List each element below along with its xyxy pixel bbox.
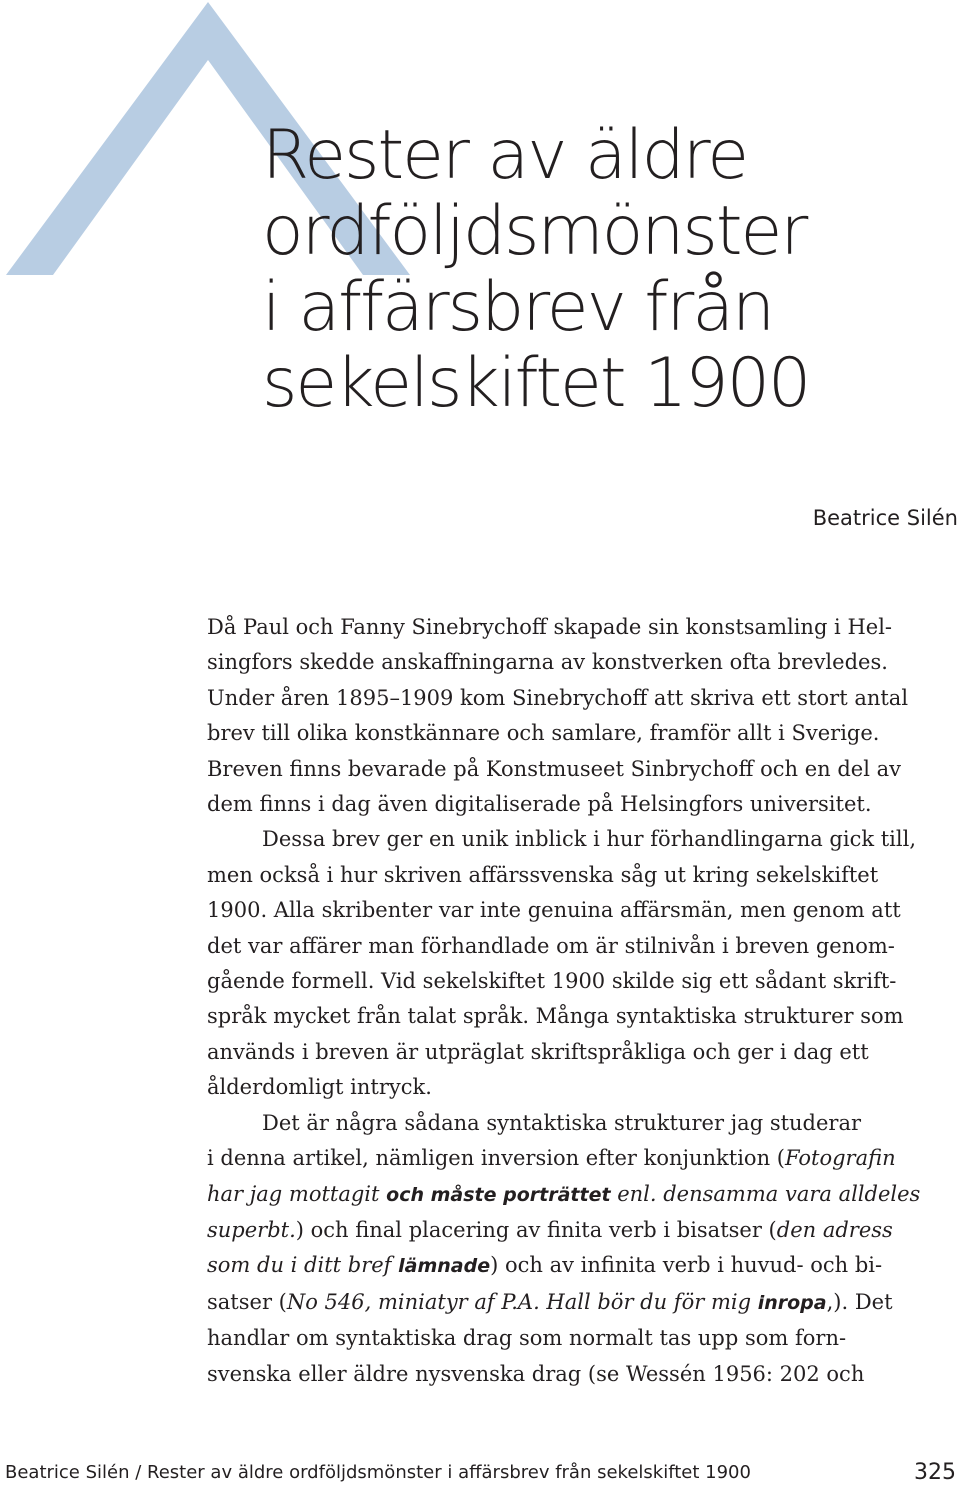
body-line: ålderdomligt intryck. [207, 1075, 432, 1100]
body-line: handlar om syntaktiska drag som normalt tas upp som forn- [207, 1326, 847, 1351]
body-line: 1900. Alla skribenter var inte genuina affärsmän, men genom att [207, 898, 901, 923]
example-italic: har jag mottagit [207, 1181, 387, 1206]
body-line: Under åren 1895–1909 kom Sinebrychoff att skriva ett stort antal [207, 685, 909, 710]
text-run: i denna artikel, nämligen inversion efter konjunktion ( [207, 1146, 785, 1171]
title-line-4: sekelskiftet 1900 [262, 344, 810, 423]
body-line: singfors skedde anskaffningarna av konstverken ofta brevledes. [207, 650, 888, 675]
body-line: Breven finns bevarade på Konstmuseet Sinbrychoff och en del av [207, 756, 901, 781]
example-emphasis: och måste porträttet [386, 1183, 611, 1206]
body-line: dem finns i dag även digitaliserade på Helsingfors universitet. [207, 792, 872, 817]
body-line: språk mycket från talat språk. Många syntaktiska strukturer som [207, 1004, 904, 1029]
body-line: Det är några sådana syntaktiska strukturer jag studerar [262, 1110, 862, 1135]
body-line [207, 1213, 957, 1248]
body-line: svenska eller äldre nysvenska drag (se Wessén 1956: 202 och [207, 1361, 865, 1386]
example-italic: enl. densamma vara alldeles [610, 1181, 921, 1206]
text-run: satser ( [207, 1289, 287, 1314]
example-emphasis: inropa [757, 1291, 827, 1314]
body-line: det var affärer man förhandlade om är stilnivån i breven genom- [207, 933, 895, 958]
title-line-1: Rester av äldre [262, 116, 748, 195]
title-line-3: i affärsbrev från [262, 268, 774, 347]
body-line: brev till olika konstkännare och samlare, framför allt i Sverige. [207, 721, 880, 746]
page-title [262, 118, 952, 422]
body-line [207, 1177, 957, 1213]
example-italic: superbt. [207, 1217, 296, 1242]
body-line: gående formell. Vid sekelskiftet 1900 skilde sig ett sådant skrift- [207, 969, 897, 994]
body-line [207, 1285, 957, 1321]
body-line [207, 1141, 957, 1176]
example-italic: Fotografin [784, 1146, 896, 1171]
body-line: Dessa brev ger en unik inblick i hur förhandlingarna gick till, [262, 827, 917, 852]
article-body [207, 610, 957, 1392]
text-run: ) och final placering av finita verb i bisatser ( [295, 1217, 777, 1242]
example-emphasis: lämnade [398, 1255, 491, 1278]
text-run: ) och av infinita verb i huvud- och bi- [490, 1253, 883, 1278]
body-line: men också i hur skriven affärssvenska såg ut kring sekelskiftet [207, 862, 879, 887]
author-name: Beatrice Silén [812, 506, 958, 530]
example-italic: No 546, miniatyr af P.A. Hall bör du för mig [286, 1289, 758, 1314]
page-number: 325 [914, 1460, 956, 1485]
example-italic: som du i ditt bref [207, 1253, 399, 1278]
body-line: Då Paul och Fanny Sinebrychoff skapade sin konstsamling i Hel- [207, 615, 893, 639]
title-line-2: ordföljdsmönster [262, 192, 807, 271]
running-footer: Beatrice Silén / Rester av äldre ordföljdsmönster i affärsbrev från sekelskiftet 1900 [5, 1462, 751, 1483]
text-run: ,). Det [826, 1289, 893, 1314]
body-line [207, 1248, 957, 1284]
body-line: används i breven är utpräglat skriftspråkliga och ger i dag ett [207, 1039, 869, 1064]
example-italic: den adress [776, 1217, 893, 1242]
